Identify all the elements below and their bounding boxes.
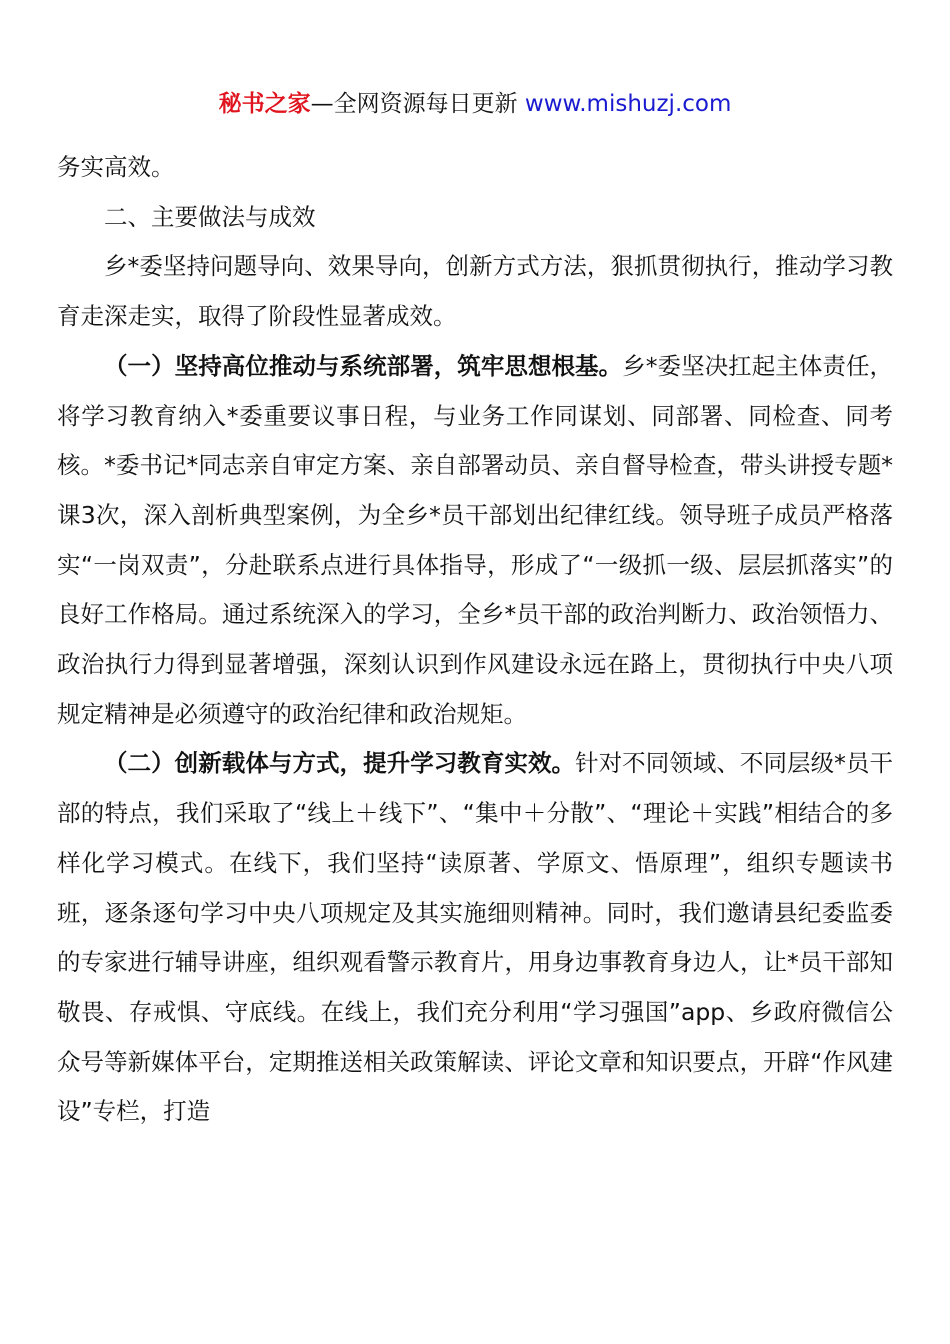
paragraph-intro: 乡*委坚持问题导向、效果导向，创新方式方法，狠抓贯彻执行，推动学习教育走深走实，取得了阶段性显著成效。 [57, 252, 893, 331]
document-body [57, 143, 893, 1137]
paragraph-continuation: 务实高效。 [57, 153, 175, 181]
paragraph-item-1 [57, 342, 893, 740]
item-1-body: 乡*委坚决扛起主体责任，将学习教育纳入*委重要议事日程，与业务工作同谋划、同部署、同检查、同考核。*委书记*同志亲自审定方案、亲自部署动员、亲自督导检查，带头讲授专题*课3次，深入剖析典型案例，为全乡*员干部划出纪律红线。领导班子成员严格落实“一岗双责”，分赴联系点进行具体指导，形成了“一级抓一级、层层抓落实”的良好工作格局。通过系统深入的学习，全乡*员干部的政治判断力、政治领悟力、政治执行力得到显著增强，深刻认识到作风建设永远在路上，贯彻执行中央八项规定精神是必须遵守的政治纪律和政治规矩。 [57, 351, 894, 728]
site-tagline: —全网资源每日更新 [310, 91, 525, 117]
item-2-heading: （二）创新载体与方式，提升学习教育实效。 [104, 749, 576, 778]
site-brand: 秘书之家 [218, 91, 311, 117]
item-2-body: 针对不同领域、不同层级*员干部的特点，我们采取了“线上＋线下”、“集中＋分散”、“理论＋实践”相结合的多样化学习模式。在线下，我们坚持“读原著、学原文、悟原理”，组织专题读书班，逐条逐句学习中央八项规定及其实施细则精神。同时，我们邀请县纪委监委的专家进行辅导讲座，组织观看警示教育片，用身边事教育身边人，让*员干部知敬畏、存戒惧、守底线。在线上，我们充分利用“学习强国”app、乡政府微信公众号等新媒体平台，定期推送相关政策解读、评论文章和知识要点，开辟“作风建设”专栏，打造 [57, 749, 894, 1126]
item-1-heading: （一）坚持高位推动与系统部署，筑牢思想根基。 [104, 351, 623, 380]
site-url-link[interactable]: www.mishuzj.com [524, 91, 732, 117]
section-heading: 二、主要做法与成效 [104, 202, 316, 231]
paragraph-item-2 [57, 739, 893, 1137]
site-header [0, 86, 950, 122]
